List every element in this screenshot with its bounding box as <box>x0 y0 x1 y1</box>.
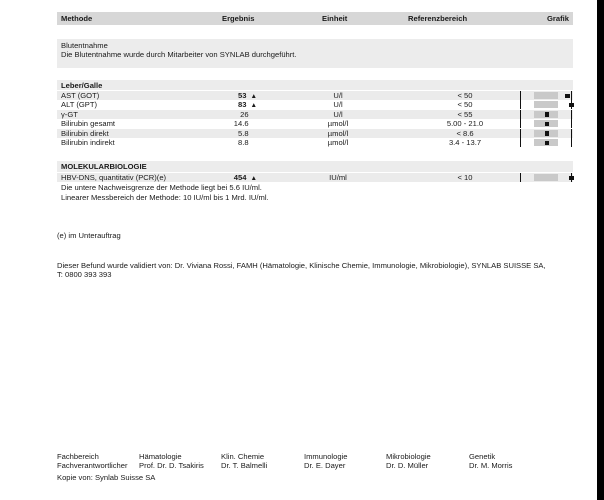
footer-department-name: Genetik <box>469 452 496 461</box>
test-name: ALT (GPT) <box>61 100 98 110</box>
graph-left-tick <box>520 119 521 128</box>
footer-department-name: Klin. Chemie <box>221 452 265 461</box>
result-value: 14.6 <box>233 119 249 129</box>
graph-value-marker <box>565 94 570 99</box>
result-graph <box>520 173 572 182</box>
liver-section-header <box>57 80 573 90</box>
footer-department-head: Dr. E. Dayer <box>304 461 346 470</box>
result-value: 8.8 <box>237 138 249 147</box>
graph-reference-bar <box>534 92 558 99</box>
graph-value-marker <box>569 176 574 181</box>
result-graph <box>520 138 572 147</box>
test-reference: < 50 <box>457 91 473 100</box>
test-reference: 3.4 - 13.7 <box>448 138 482 147</box>
result-value: 454 <box>233 173 247 182</box>
test-name: Bilirubin direkt <box>61 128 109 138</box>
footer-department-name: Hämatologie <box>139 452 182 461</box>
graph-left-tick <box>520 138 521 147</box>
test-reference: < 8.6 <box>456 128 474 138</box>
graph-value-marker <box>545 141 550 146</box>
test-unit: µmol/l <box>327 128 349 138</box>
test-reference: 5.00 - 21.0 <box>446 119 484 129</box>
test-name: Bilirubin indirekt <box>61 138 115 147</box>
graph-right-tick <box>571 91 572 100</box>
result-value: 53 <box>238 91 247 100</box>
test-reference: < 50 <box>457 100 473 110</box>
high-flag-icon: ▲ <box>250 102 257 110</box>
molecular-section-title: MOLEKULARBIOLOGIE <box>61 162 147 171</box>
high-flag-icon: ▲ <box>250 93 257 100</box>
blood-collection-text: Die Blutentnahme wurde durch Mitarbeiter von SYNLAB durchgeführt. <box>61 50 297 59</box>
graph-value-marker <box>545 112 550 117</box>
result-row <box>57 110 573 119</box>
result-value: 26 <box>240 109 249 119</box>
result-graph <box>520 129 572 138</box>
test-unit: U/l <box>333 109 343 119</box>
test-result <box>209 129 257 138</box>
result-graph <box>520 100 572 109</box>
high-flag-icon: ▲ <box>250 175 257 182</box>
test-name: Bilirubin gesamt <box>61 119 116 129</box>
footer-department-head: Dr. M. Morris <box>469 461 513 470</box>
copy-recipient: Kopie von: Synlab Suisse SA <box>57 473 156 482</box>
graph-reference-bar <box>534 174 558 181</box>
test-result <box>209 138 257 147</box>
result-row <box>57 129 573 138</box>
result-row <box>57 138 573 147</box>
test-unit: IU/ml <box>329 173 347 182</box>
graph-value-marker <box>545 122 550 127</box>
header-graph: Grafik <box>547 14 569 23</box>
table-header-bar <box>57 12 573 25</box>
result-row <box>57 91 573 100</box>
result-row <box>57 119 573 128</box>
graph-value-marker <box>545 131 550 136</box>
result-value: 83 <box>238 100 247 110</box>
test-result <box>209 119 257 128</box>
test-unit: U/l <box>333 91 343 100</box>
test-result <box>209 110 257 119</box>
result-graph <box>520 110 572 119</box>
header-result: Ergebnis <box>222 14 255 23</box>
header-method: Methode <box>61 14 93 23</box>
graph-reference-bar <box>534 101 558 108</box>
test-reference: < 55 <box>457 109 473 119</box>
header-unit: Einheit <box>322 14 348 23</box>
graph-value-marker <box>569 103 574 108</box>
test-unit: µmol/l <box>327 138 349 147</box>
test-name: AST (GOT) <box>61 91 100 100</box>
test-result <box>209 173 257 183</box>
result-graph <box>520 91 572 100</box>
footer-responsible-label: Fachverantwortlicher <box>57 461 128 470</box>
footer-department-head: Dr. T. Balmelli <box>221 461 268 470</box>
header-reference: Referenzbereich <box>408 14 468 23</box>
test-name: γ-GT <box>61 109 78 119</box>
graph-left-tick <box>520 91 521 100</box>
test-name: HBV-DNS, quantitativ (PCR)(e) <box>61 173 167 182</box>
footer-department-name: Immunologie <box>304 452 348 461</box>
result-value: 5.8 <box>237 128 249 138</box>
footer-area-label: Fachbereich <box>57 452 99 461</box>
validation-line-2: T: 0800 393 393 <box>57 270 112 279</box>
graph-left-tick <box>520 173 521 182</box>
subcontract-note: (e) im Unterauftrag <box>57 231 121 240</box>
footer-department-name: Mikrobiologie <box>386 452 431 461</box>
result-graph <box>520 119 572 128</box>
graph-left-tick <box>520 110 521 119</box>
graph-right-tick <box>571 129 572 138</box>
result-row <box>57 173 573 182</box>
test-reference: < 10 <box>457 173 473 182</box>
footer-department-head: Prof. Dr. D. Tsakiris <box>139 461 204 470</box>
graph-right-tick <box>571 138 572 147</box>
test-unit: U/l <box>333 100 343 110</box>
graph-right-tick <box>571 119 572 128</box>
result-row <box>57 100 573 109</box>
measurement-range-note: Linearer Messbereich der Methode: 10 IU/ml bis 1 Mrd. IU/ml. <box>61 193 269 202</box>
footer-department-head: Dr. D. Müller <box>386 461 429 470</box>
blood-collection-title: Blutentnahme <box>61 41 108 50</box>
detection-limit-note: Die untere Nachweisgrenze der Methode liegt bei 5.6 IU/ml. <box>61 183 262 192</box>
validation-line-1: Dieser Befund wurde validiert von: Dr. Viviana Rossi, FAMH (Hämatologie, Klinische Chemie, Immunologie, Mikrobiologie), SYNLAB SUISSE SA, <box>57 261 546 270</box>
graph-left-tick <box>520 100 521 109</box>
liver-section-title: Leber/Galle <box>61 81 103 90</box>
graph-right-tick <box>571 110 572 119</box>
graph-left-tick <box>520 129 521 138</box>
test-unit: µmol/l <box>327 119 349 129</box>
